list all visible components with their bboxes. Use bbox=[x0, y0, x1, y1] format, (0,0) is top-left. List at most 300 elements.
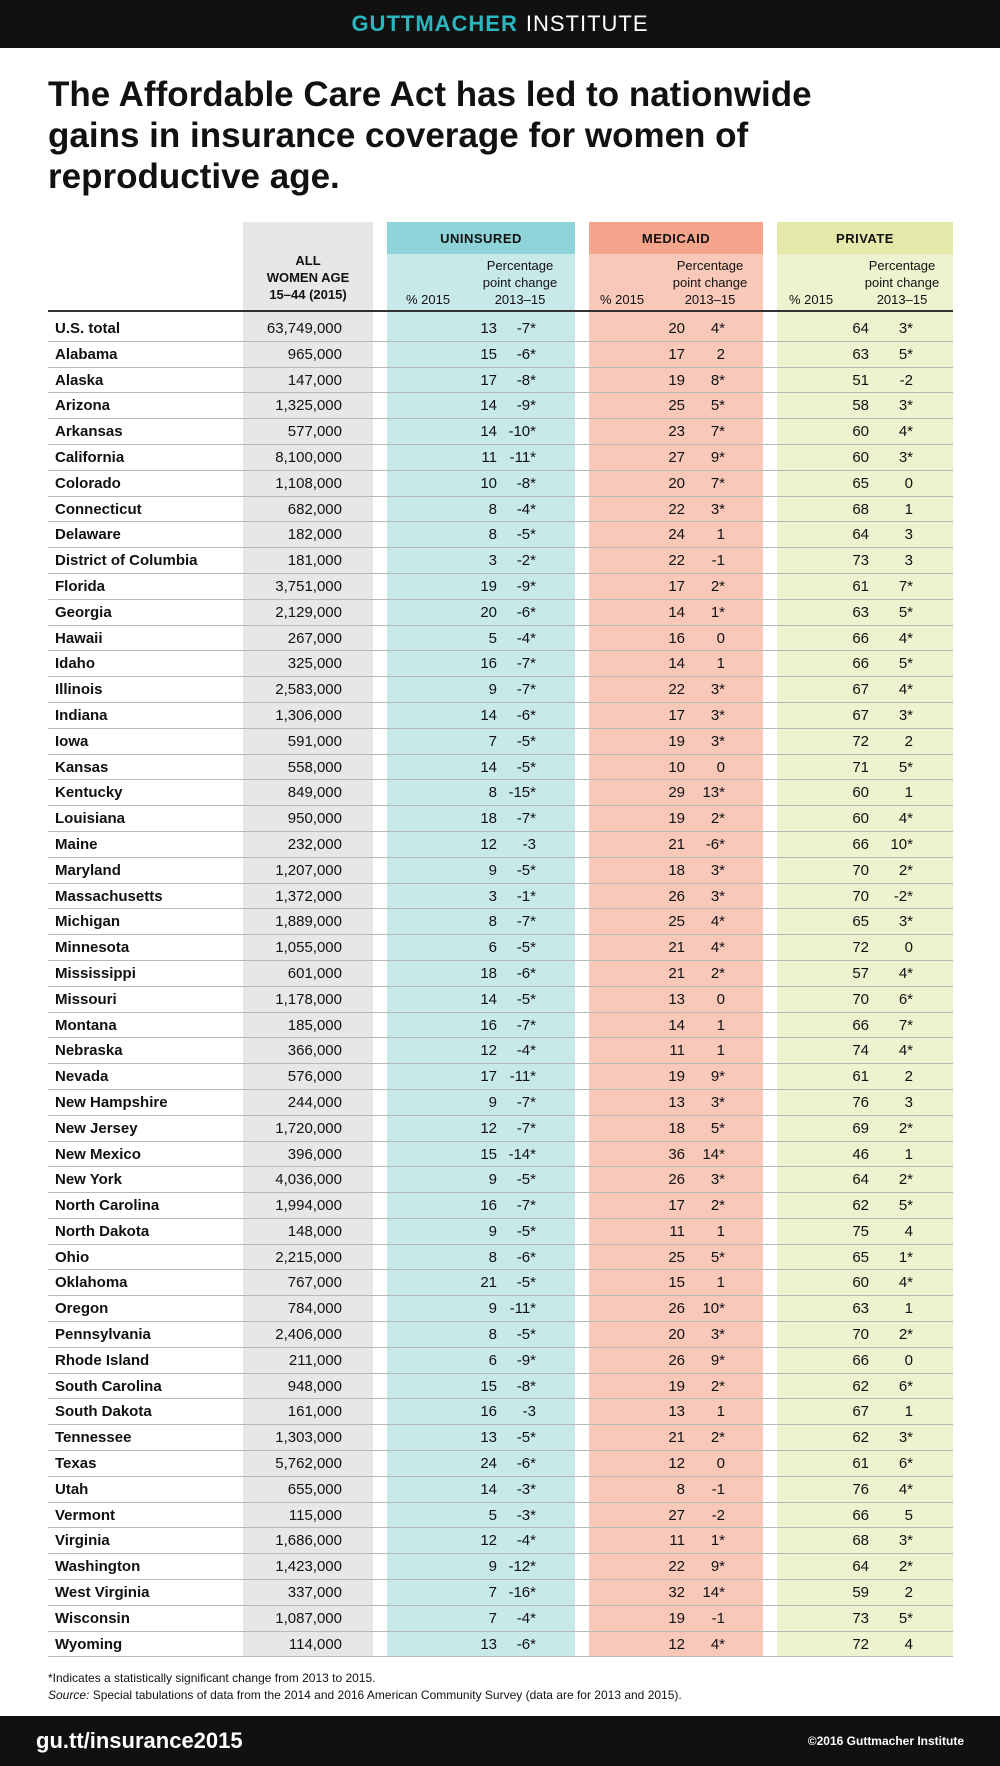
women-count: 576,000 bbox=[287, 1068, 342, 1086]
uninsured-change: -5* bbox=[516, 758, 536, 776]
women-count: 601,000 bbox=[287, 964, 342, 982]
state-name: Mississippi bbox=[55, 964, 136, 982]
women-count: 63,749,000 bbox=[266, 320, 342, 337]
women-count: 1,055,000 bbox=[275, 939, 342, 957]
private-change: 3* bbox=[898, 706, 913, 724]
top-banner bbox=[0, 0, 1000, 48]
table-row bbox=[48, 1013, 953, 1039]
private-pct: 64 bbox=[852, 320, 869, 337]
source-text: Special tabulations of data from the 2014 and 2016 American Community Survey (data are for 2013 and 2015). bbox=[89, 1688, 682, 1702]
private-pct: 75 bbox=[852, 1222, 869, 1240]
uninsured-pct: 9 bbox=[488, 1171, 497, 1189]
uninsured-change: -5* bbox=[516, 526, 536, 544]
medicaid-change: 1 bbox=[716, 1222, 725, 1240]
state-name: New Mexico bbox=[55, 1145, 141, 1163]
change-header-line3: 2013–15 bbox=[684, 292, 736, 307]
medicaid-change: 8* bbox=[710, 371, 725, 389]
private-change: 3* bbox=[898, 448, 913, 466]
uninsured-change: -5* bbox=[516, 861, 536, 879]
medicaid-pct: 17 bbox=[668, 1197, 685, 1215]
uninsured-change: -7* bbox=[516, 681, 536, 699]
women-count: 2,583,000 bbox=[275, 681, 342, 699]
change-header-line3: 2013–15 bbox=[494, 292, 546, 307]
state-name: North Carolina bbox=[55, 1197, 160, 1215]
uninsured-pct: 8 bbox=[488, 526, 497, 544]
medicaid-pct: 8 bbox=[676, 1480, 685, 1498]
medicaid-pct-header: % 2015 bbox=[599, 292, 645, 307]
medicaid-change: 0 bbox=[716, 990, 725, 1008]
women-count: 1,303,000 bbox=[275, 1429, 342, 1447]
medicaid-change: -1 bbox=[711, 552, 725, 570]
private-pct: 72 bbox=[852, 1635, 869, 1653]
private-change: 1 bbox=[904, 1403, 913, 1421]
uninsured-pct: 20 bbox=[480, 603, 497, 621]
table-row bbox=[48, 1167, 953, 1193]
medicaid-pct: 27 bbox=[668, 1506, 685, 1524]
uninsured-pct: 8 bbox=[488, 1326, 497, 1344]
state-name: Georgia bbox=[55, 603, 112, 621]
uninsured-change: -5* bbox=[516, 1429, 536, 1447]
medicaid-pct: 21 bbox=[668, 964, 685, 982]
table-row bbox=[48, 832, 953, 858]
uninsured-pct: 19 bbox=[480, 577, 497, 595]
state-name: South Dakota bbox=[55, 1403, 152, 1421]
uninsured-change: -15* bbox=[508, 784, 536, 802]
change-header-line2: point change bbox=[672, 275, 748, 290]
table-row bbox=[48, 1142, 953, 1168]
women-count: 1,306,000 bbox=[275, 706, 342, 724]
private-pct: 66 bbox=[852, 1351, 869, 1369]
state-name: West Virginia bbox=[55, 1584, 150, 1602]
table-row bbox=[48, 1606, 953, 1632]
women-count: 5,762,000 bbox=[275, 1455, 342, 1473]
private-pct: 66 bbox=[852, 1016, 869, 1034]
state-name: Washington bbox=[55, 1558, 141, 1576]
state-name: New Jersey bbox=[55, 1119, 138, 1137]
state-name: Wyoming bbox=[55, 1635, 123, 1653]
medicaid-pct: 22 bbox=[668, 500, 685, 518]
table-row bbox=[48, 342, 953, 368]
medicaid-change: 3* bbox=[710, 1093, 725, 1111]
women-count: 2,215,000 bbox=[275, 1248, 342, 1266]
table-row bbox=[48, 1116, 953, 1142]
women-count: 114,000 bbox=[288, 1635, 342, 1653]
table-row bbox=[48, 1399, 953, 1425]
women-count: 181,000 bbox=[287, 552, 342, 570]
brand-name-bold: GUTTMACHER bbox=[351, 11, 518, 36]
uninsured-pct: 12 bbox=[480, 835, 497, 853]
private-pct: 60 bbox=[852, 423, 869, 441]
state-name: Nevada bbox=[55, 1068, 109, 1086]
private-pct: 61 bbox=[852, 577, 869, 595]
private-pct: 66 bbox=[852, 835, 869, 853]
uninsured-change: -10* bbox=[508, 423, 536, 441]
table-row bbox=[48, 471, 953, 497]
medicaid-change: 7* bbox=[710, 474, 725, 492]
medicaid-change: 1 bbox=[716, 1042, 725, 1060]
women-count: 2,129,000 bbox=[275, 603, 342, 621]
table-row bbox=[48, 368, 953, 394]
medicaid-pct: 21 bbox=[668, 939, 685, 957]
medicaid-change: 4* bbox=[710, 939, 725, 957]
uninsured-pct: 8 bbox=[488, 784, 497, 802]
private-change: 2* bbox=[898, 1558, 913, 1576]
private-pct: 64 bbox=[852, 1171, 869, 1189]
medicaid-change: 3* bbox=[710, 1171, 725, 1189]
footnote-asterisk: *Indicates a statistically significant change from 2013 to 2015. bbox=[48, 1671, 376, 1685]
table-row bbox=[48, 1554, 953, 1580]
table-row bbox=[48, 1425, 953, 1451]
uninsured-pct: 7 bbox=[488, 1609, 497, 1627]
medicaid-change: 0 bbox=[716, 1455, 725, 1473]
private-change: 2 bbox=[904, 732, 913, 750]
state-name: Nebraska bbox=[55, 1042, 123, 1060]
brand-name-rest: INSTITUTE bbox=[525, 11, 649, 36]
women-count: 849,000 bbox=[287, 784, 342, 802]
private-pct: 62 bbox=[852, 1377, 869, 1395]
uninsured-pct: 12 bbox=[480, 1119, 497, 1137]
uninsured-change: -7* bbox=[516, 1119, 536, 1137]
state-name: South Carolina bbox=[55, 1377, 162, 1395]
state-name: Illinois bbox=[55, 681, 103, 699]
women-count: 8,100,000 bbox=[275, 448, 342, 466]
state-name: Utah bbox=[55, 1480, 89, 1498]
change-header-line3: 2013–15 bbox=[876, 292, 928, 307]
table-row bbox=[48, 961, 953, 987]
private-change: 3* bbox=[898, 913, 913, 931]
uninsured-change-header bbox=[470, 257, 570, 308]
private-change: 3* bbox=[898, 1429, 913, 1447]
medicaid-change: -1 bbox=[711, 1480, 725, 1498]
table-row bbox=[48, 1322, 953, 1348]
private-pct: 65 bbox=[852, 913, 869, 931]
uninsured-pct: 14 bbox=[480, 758, 497, 776]
uninsured-change: -6* bbox=[516, 1635, 536, 1653]
private-pct: 70 bbox=[852, 887, 869, 905]
medicaid-change: 9* bbox=[710, 1351, 725, 1369]
uninsured-pct: 3 bbox=[488, 887, 497, 905]
uninsured-pct: 18 bbox=[480, 810, 497, 828]
uninsured-pct: 13 bbox=[480, 320, 497, 337]
private-pct: 61 bbox=[852, 1068, 869, 1086]
uninsured-pct: 18 bbox=[480, 964, 497, 982]
change-header-line1: Percentage bbox=[486, 258, 554, 273]
change-header-line2: point change bbox=[864, 275, 940, 290]
table-row bbox=[48, 755, 953, 781]
women-count: 577,000 bbox=[287, 423, 342, 441]
state-name: Colorado bbox=[55, 474, 121, 492]
medicaid-change: 2* bbox=[710, 577, 725, 595]
private-change: 2* bbox=[898, 1171, 913, 1189]
women-count: 784,000 bbox=[287, 1300, 342, 1318]
private-change: 3 bbox=[904, 552, 913, 570]
table-row bbox=[48, 1374, 953, 1400]
medicaid-change: 1 bbox=[716, 1274, 725, 1292]
state-name: Pennsylvania bbox=[55, 1326, 151, 1344]
uninsured-pct: 13 bbox=[480, 1429, 497, 1447]
medicaid-pct: 26 bbox=[668, 887, 685, 905]
table-row bbox=[48, 1580, 953, 1606]
medicaid-change-header bbox=[660, 257, 760, 308]
uninsured-pct: 9 bbox=[488, 1300, 497, 1318]
table-row bbox=[48, 1245, 953, 1271]
medicaid-change: 4* bbox=[710, 1635, 725, 1653]
women-count: 1,178,000 bbox=[275, 990, 342, 1008]
private-change: 5* bbox=[898, 758, 913, 776]
private-change: -2* bbox=[893, 887, 913, 905]
footnote bbox=[48, 1670, 682, 1704]
uninsured-change: -4* bbox=[516, 1042, 536, 1060]
table-row bbox=[48, 1064, 953, 1090]
private-change: 4* bbox=[898, 423, 913, 441]
state-name: Kansas bbox=[55, 758, 109, 776]
medicaid-change: 3* bbox=[710, 681, 725, 699]
medicaid-change: 3* bbox=[710, 887, 725, 905]
uninsured-change: -8* bbox=[516, 474, 536, 492]
source-label: Source: bbox=[48, 1688, 90, 1702]
private-pct: 64 bbox=[852, 1558, 869, 1576]
private-change: 1 bbox=[904, 784, 913, 802]
medicaid-pct: 11 bbox=[669, 1532, 685, 1550]
medicaid-pct: 13 bbox=[668, 990, 685, 1008]
women-count: 1,720,000 bbox=[275, 1119, 342, 1137]
women-count: 185,000 bbox=[287, 1016, 342, 1034]
uninsured-pct: 16 bbox=[480, 1403, 497, 1421]
medicaid-pct: 12 bbox=[668, 1635, 685, 1653]
table-row bbox=[48, 1632, 953, 1658]
private-change: 7* bbox=[898, 1016, 913, 1034]
uninsured-pct: 9 bbox=[488, 861, 497, 879]
table-row bbox=[48, 1296, 953, 1322]
women-count: 948,000 bbox=[287, 1377, 342, 1395]
table-row bbox=[48, 858, 953, 884]
short-url-link[interactable]: gu.tt/insurance2015 bbox=[36, 1728, 243, 1753]
medicaid-pct: 36 bbox=[668, 1145, 685, 1163]
uninsured-change: -7* bbox=[516, 655, 536, 673]
uninsured-change: -16* bbox=[508, 1584, 536, 1602]
uninsured-change: -8* bbox=[516, 371, 536, 389]
women-count: 1,686,000 bbox=[275, 1532, 342, 1550]
table-row bbox=[48, 651, 953, 677]
uninsured-pct: 13 bbox=[480, 1635, 497, 1653]
change-header-line1: Percentage bbox=[676, 258, 744, 273]
private-pct: 59 bbox=[852, 1584, 869, 1602]
women-count: 115,000 bbox=[288, 1506, 342, 1524]
private-change: 2* bbox=[898, 1119, 913, 1137]
medicaid-change: 4* bbox=[710, 913, 725, 931]
uninsured-change: -5* bbox=[516, 1326, 536, 1344]
table-row bbox=[48, 393, 953, 419]
uninsured-pct: 3 bbox=[488, 552, 497, 570]
medicaid-pct: 20 bbox=[668, 1326, 685, 1344]
private-change: 6* bbox=[898, 990, 913, 1008]
medicaid-pct: 16 bbox=[668, 629, 685, 647]
private-pct: 60 bbox=[852, 810, 869, 828]
uninsured-change: -3* bbox=[516, 1480, 536, 1498]
medicaid-change: 0 bbox=[716, 629, 725, 647]
uninsured-change: -6* bbox=[516, 1455, 536, 1473]
medicaid-pct: 17 bbox=[668, 706, 685, 724]
medicaid-change: 14* bbox=[702, 1584, 725, 1602]
women-count: 1,087,000 bbox=[275, 1609, 342, 1627]
women-count: 4,036,000 bbox=[275, 1171, 342, 1189]
medicaid-pct: 27 bbox=[668, 448, 685, 466]
women-count: 591,000 bbox=[287, 732, 342, 750]
state-name: Oklahoma bbox=[55, 1274, 128, 1292]
medicaid-pct: 14 bbox=[668, 1016, 685, 1034]
medicaid-pct: 12 bbox=[668, 1455, 685, 1473]
medicaid-change: 9* bbox=[710, 1558, 725, 1576]
private-change: 3* bbox=[898, 320, 913, 337]
medicaid-change: 1* bbox=[710, 603, 725, 621]
state-name: Arizona bbox=[55, 397, 111, 415]
women-count: 366,000 bbox=[287, 1042, 342, 1060]
medicaid-pct: 23 bbox=[668, 423, 685, 441]
medicaid-pct: 26 bbox=[668, 1171, 685, 1189]
uninsured-change: -6* bbox=[516, 1248, 536, 1266]
table-row bbox=[48, 909, 953, 935]
state-name: Arkansas bbox=[55, 423, 123, 441]
uninsured-pct: 8 bbox=[488, 1248, 497, 1266]
medicaid-change: 2 bbox=[716, 345, 725, 363]
state-name: Michigan bbox=[55, 913, 121, 931]
private-change: 5 bbox=[904, 1506, 913, 1524]
private-pct: 51 bbox=[852, 371, 869, 389]
uninsured-change: -5* bbox=[516, 1222, 536, 1240]
page-title: The Affordable Care Act has led to nationwide gains in insurance coverage for women of reproductive age. bbox=[48, 75, 812, 196]
private-pct: 60 bbox=[852, 784, 869, 802]
table-row bbox=[48, 316, 953, 342]
private-change: 5* bbox=[898, 1609, 913, 1627]
uninsured-change: -4* bbox=[516, 629, 536, 647]
women-count: 3,751,000 bbox=[275, 577, 342, 595]
uninsured-change: -12* bbox=[508, 1558, 536, 1576]
private-change: 0 bbox=[904, 474, 913, 492]
private-pct: 62 bbox=[852, 1197, 869, 1215]
private-pct-header: % 2015 bbox=[788, 292, 834, 307]
women-count: 682,000 bbox=[287, 500, 342, 518]
private-change: 4* bbox=[898, 1042, 913, 1060]
private-pct: 72 bbox=[852, 732, 869, 750]
uninsured-change: -1* bbox=[516, 887, 536, 905]
private-pct: 69 bbox=[852, 1119, 869, 1137]
table-row bbox=[48, 419, 953, 445]
uninsured-change: -3* bbox=[516, 1506, 536, 1524]
table-row bbox=[48, 703, 953, 729]
medicaid-pct: 25 bbox=[668, 397, 685, 415]
table-row bbox=[48, 1038, 953, 1064]
women-count: 965,000 bbox=[287, 345, 342, 363]
private-pct: 62 bbox=[852, 1429, 869, 1447]
uninsured-change: -11* bbox=[509, 1068, 536, 1086]
women-count: 1,372,000 bbox=[275, 887, 342, 905]
uninsured-pct: 6 bbox=[488, 939, 497, 957]
medicaid-change: 9* bbox=[710, 448, 725, 466]
table-row bbox=[48, 1528, 953, 1554]
private-pct: 70 bbox=[852, 1326, 869, 1344]
uninsured-change: -7* bbox=[516, 913, 536, 931]
private-change: 2* bbox=[898, 861, 913, 879]
women-count: 211,000 bbox=[288, 1351, 342, 1369]
medicaid-pct: 19 bbox=[668, 1377, 685, 1395]
table-row bbox=[48, 1451, 953, 1477]
medicaid-change: 3* bbox=[710, 861, 725, 879]
women-count: 232,000 bbox=[287, 835, 342, 853]
medicaid-change: -1 bbox=[711, 1609, 725, 1627]
private-pct: 67 bbox=[852, 706, 869, 724]
private-pct: 65 bbox=[852, 474, 869, 492]
table-row bbox=[48, 1477, 953, 1503]
state-name: Iowa bbox=[55, 732, 89, 750]
private-pct: 66 bbox=[852, 1506, 869, 1524]
private-pct: 76 bbox=[852, 1480, 869, 1498]
uninsured-change: -5* bbox=[516, 1171, 536, 1189]
private-change: 5* bbox=[898, 345, 913, 363]
private-change: 4* bbox=[898, 1274, 913, 1292]
private-change: 3* bbox=[898, 397, 913, 415]
private-change: 1 bbox=[904, 1300, 913, 1318]
medicaid-change: 3* bbox=[710, 1326, 725, 1344]
state-name: Vermont bbox=[55, 1506, 116, 1524]
medicaid-change: 2* bbox=[710, 1377, 725, 1395]
private-change: 3 bbox=[904, 1093, 913, 1111]
medicaid-change: 13* bbox=[702, 784, 725, 802]
medicaid-change: 10* bbox=[702, 1300, 725, 1318]
private-change: 1 bbox=[904, 500, 913, 518]
uninsured-pct: 14 bbox=[480, 397, 497, 415]
women-count: 767,000 bbox=[287, 1274, 342, 1292]
private-change: 4 bbox=[904, 1222, 913, 1240]
state-name: Delaware bbox=[55, 526, 121, 544]
uninsured-change: -6* bbox=[516, 603, 536, 621]
private-pct: 58 bbox=[852, 397, 869, 415]
state-name: Idaho bbox=[55, 655, 95, 673]
uninsured-pct: 14 bbox=[480, 990, 497, 1008]
uninsured-pct: 7 bbox=[488, 1584, 497, 1602]
private-pct: 60 bbox=[852, 1274, 869, 1292]
table-row bbox=[48, 806, 953, 832]
medicaid-change: 3* bbox=[710, 706, 725, 724]
uninsured-header: UNINSURED bbox=[387, 222, 575, 254]
uninsured-change: -6* bbox=[516, 345, 536, 363]
uninsured-change: -9* bbox=[516, 577, 536, 595]
medicaid-pct: 19 bbox=[668, 371, 685, 389]
state-name: New York bbox=[55, 1171, 122, 1189]
uninsured-pct: 10 bbox=[480, 474, 497, 492]
women-count: 655,000 bbox=[287, 1480, 342, 1498]
women-count: 1,423,000 bbox=[275, 1558, 342, 1576]
table-row bbox=[48, 677, 953, 703]
private-pct: 76 bbox=[852, 1093, 869, 1111]
private-change: 4* bbox=[898, 810, 913, 828]
private-change: 3* bbox=[898, 1532, 913, 1550]
uninsured-change: -8* bbox=[516, 1377, 536, 1395]
medicaid-pct: 19 bbox=[668, 1609, 685, 1627]
state-name: Ohio bbox=[55, 1248, 90, 1266]
medicaid-pct: 26 bbox=[668, 1300, 685, 1318]
state-name: Oregon bbox=[55, 1300, 109, 1318]
private-pct: 65 bbox=[852, 1248, 869, 1266]
private-pct: 72 bbox=[852, 939, 869, 957]
medicaid-pct: 14 bbox=[668, 655, 685, 673]
all-women-header-line1: ALL bbox=[295, 253, 321, 268]
table-row bbox=[48, 729, 953, 755]
medicaid-pct: 14 bbox=[668, 603, 685, 621]
uninsured-change: -11* bbox=[509, 1300, 536, 1318]
women-count: 244,000 bbox=[287, 1093, 342, 1111]
data-table-body bbox=[48, 316, 953, 1657]
state-name: California bbox=[55, 448, 125, 466]
